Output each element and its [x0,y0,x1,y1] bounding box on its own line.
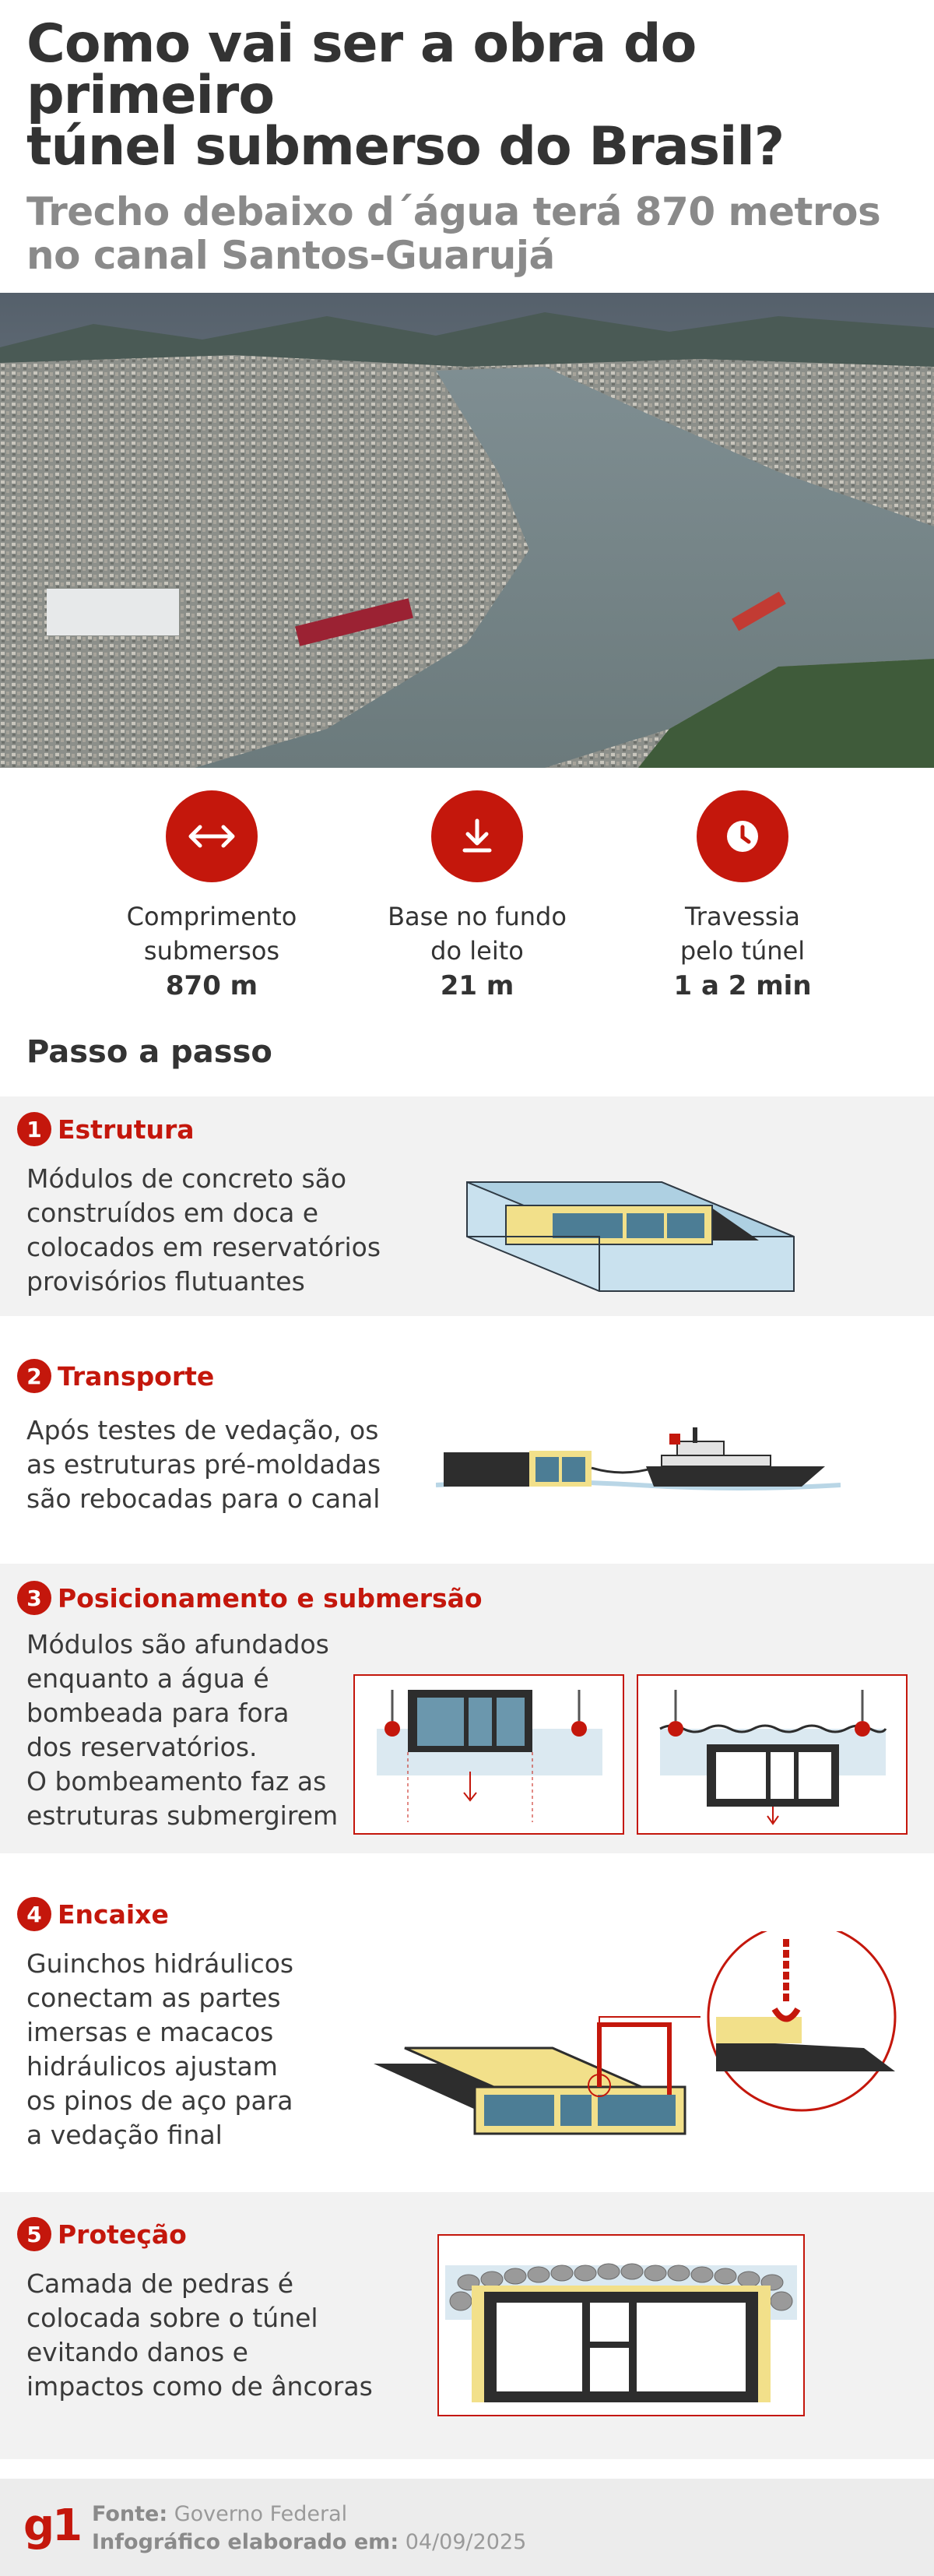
step-text-line: conectam as partes [26,1983,281,2013]
stat-value: 870 m [165,970,258,1001]
tugboat-towing-illustration [436,1421,841,1510]
g1-logo: g1 [23,2500,81,2551]
step-number: 4 [17,1897,51,1931]
step-title: Transporte [58,1360,215,1392]
step-text-line: dos reservatórios. [26,1732,258,1762]
step-text-line: os pinos de aço para [26,2085,293,2116]
step-description [26,1413,381,1516]
step-text-line: construídos em doca e [26,1198,319,1228]
subtitle-line-2: no canal Santos-Guarujá [26,233,555,278]
page-subtitle [26,190,914,277]
step-title: Proteção [58,2219,187,2250]
step-2-transport [0,1336,934,1546]
step-text-line: impactos como de âncoras [26,2371,373,2402]
submersion-after-illustration [637,1674,908,1838]
step-text-line: são rebocadas para o canal [26,1483,381,1514]
step-text-line: hidráulicos ajustam [26,2051,278,2082]
step-title: Encaixe [58,1899,169,1930]
stat-value: 1 a 2 min [673,970,812,1001]
arrows-horizontal-icon [166,790,258,882]
step-text-line: as estruturas pré-moldadas [26,1449,381,1480]
step-title: Posicionamento e submersão [58,1582,483,1614]
step-text-line: estruturas submergirem [26,1800,339,1831]
step-text-line: Módulos de concreto são [26,1163,347,1194]
aerial-photo-santos-channel [0,293,934,768]
step-heading [17,1112,195,1146]
step-text-line: colocados em reservatórios [26,1232,381,1262]
stat-label-line-1: Travessia [684,902,801,931]
step-text-line: Camada de pedras é [26,2268,294,2299]
step-number: 5 [17,2217,51,2251]
stat-label-line-1: Base no fundo [388,902,567,931]
date-value: 04/09/2025 [405,2530,527,2554]
page-title [26,13,914,178]
step-text-line: Guinchos hidráulicos [26,1948,294,1979]
stat-length [79,790,344,1004]
step-text-line: enquanto a água é [26,1663,269,1694]
stat-label-line-2: do leito [430,936,524,966]
date-label: Infográfico elaborado em: [92,2530,399,2554]
step-number: 3 [17,1581,51,1615]
step-text-line: Após testes de vedação, os [26,1415,379,1445]
step-heading [17,2217,187,2251]
stat-depth [345,790,609,1004]
step-3-positioning [0,1564,934,1853]
title-line-1: Como vai ser a obra do primeiro [26,13,697,126]
date-line [92,2530,526,2554]
source-value: Governo Federal [174,2502,348,2526]
key-stats [0,790,934,1001]
step-text-line: O bombeamento faz as [26,1766,327,1797]
step-text-line: imersas e macacos [26,2017,274,2047]
section-title: Passo a passo [26,1034,272,1070]
step-text-line: provisórios flutuantes [26,1266,305,1297]
step-description [26,1628,338,1833]
step-number: 2 [17,1359,51,1393]
download-arrow-icon [431,790,523,882]
step-number: 1 [17,1112,51,1146]
step-text-line: Módulos são afundados [26,1629,329,1659]
step-1-structure [0,1096,934,1316]
step-text-line: bombeada para fora [26,1698,290,1728]
floating-reservoir-illustration [459,1174,802,1302]
step-description [26,1162,381,1299]
stat-label-line-2: submersos [143,936,280,966]
subtitle-line-1: Trecho debaixo d´água terá 870 metros [26,189,881,234]
step-5-protection [0,2192,934,2459]
step-title: Estrutura [58,1114,195,1145]
stat-crossing-time [610,790,875,1004]
clock-icon [697,790,788,882]
step-description [26,1947,293,2152]
step-heading [17,1359,214,1393]
rock-protection-illustration [437,2234,805,2419]
stat-label [610,899,875,968]
stat-value: 21 m [440,970,514,1001]
title-line-2: túnel submerso do Brasil? [26,116,785,178]
stat-label-line-2: pelo túnel [679,936,806,966]
step-text-line: colocada sobre o túnel [26,2303,318,2333]
step-description [26,2267,373,2404]
step-text-line: evitando danos e [26,2337,248,2367]
step-heading [17,1897,169,1931]
step-4-fitting [0,1869,934,2173]
source-label: Fonte: [92,2502,168,2526]
step-heading [17,1581,483,1615]
footer [0,2479,934,2576]
stat-label [79,899,344,968]
hydraulic-jacks-illustration [366,1931,911,2168]
step-text-line: a vedação final [26,2120,223,2150]
source-line [92,2502,347,2526]
header [26,13,914,278]
stat-label [345,899,609,968]
submersion-before-illustration [353,1674,624,1838]
stat-label-line-1: Comprimento [126,902,297,931]
